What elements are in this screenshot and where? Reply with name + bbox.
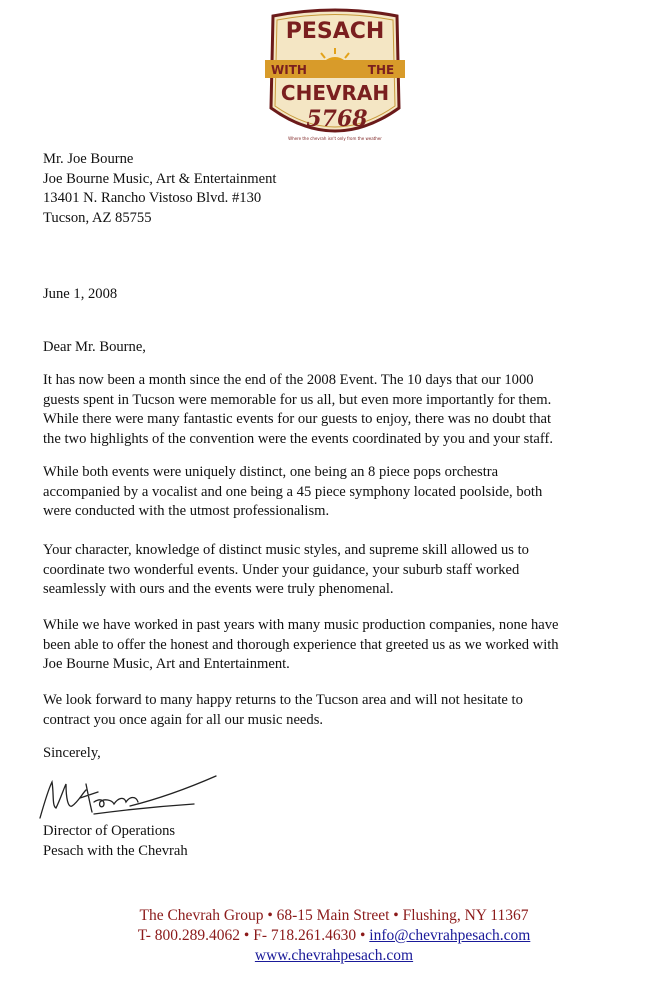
logo-ribbon: Where the chevrah isn't only from the weather [288,136,382,141]
pesach-with-the-chevrah-logo [265,4,405,150]
paragraph [43,541,653,600]
paragraph-line: Your character, knowledge of distinct music styles, and supreme skill allowed us to [43,542,529,558]
salutation: Dear Mr. Bourne, [43,339,146,355]
paragraph [43,691,653,730]
handwritten-signature [34,768,224,826]
footer-contact [0,926,668,946]
logo-title-line3: CHEVRAH [280,81,390,105]
recipient-name: Mr. Joe Bourne [43,151,134,167]
paragraph-line: We look forward to many happy returns to the Tucson area and will not hesitate to [43,692,523,708]
signer-title: Director of Operations [43,823,176,839]
footer-email-link[interactable]: info@chevrahpesach.com [369,927,531,944]
paragraph-line: guests spent in Tucson were memorable for us all, but even more importantly for them. [43,391,552,408]
paragraph-line: While there were many fantastic events for our guests to enjoy, there was no doubt that [43,411,552,428]
closing: Sincerely, [43,745,101,761]
paragraph-line: been able to offer the honest and thorough experience that greeted us as we worked with [43,636,559,653]
paragraph-line: accompanied by a vocalist and one being a 45 piece symphony located poolside, both [43,483,543,500]
logo-year: 5768 [306,106,368,132]
letter-date: June 1, 2008 [43,286,118,302]
paragraph-line: While we have worked in past years with many music production companies, none have [43,617,559,633]
paragraph-line: contract you once again for all our music needs. [43,711,324,728]
paragraph [43,616,653,675]
footer-website-link[interactable]: www.chevrahpesach.com [254,947,414,964]
logo-right-word: THE [367,63,395,77]
recipient-street: 13401 N. Rancho Vistoso Blvd. #130 [43,190,262,207]
paragraph-line: were conducted with the utmost professionalism. [43,503,330,520]
footer-address: The Chevrah Group • 68-15 Main Street • Flushing, NY 11367 [139,907,529,924]
footer-phone-fax: T- 800.289.4062 • F- 718.261.4630 • [137,927,366,944]
signer-organization: Pesach with the Chevrah [43,842,188,859]
logo-title-line1: PESACH [285,19,385,44]
recipient-city: Tucson, AZ 85755 [43,209,152,226]
logo-left-word: WITH [271,63,307,77]
recipient-address [43,150,276,228]
paragraph [43,371,653,449]
footer-website [0,946,668,966]
paragraph-line: Joe Bourne Music, Art and Entertainment. [43,656,290,673]
paragraph-line: It has now been a month since the end of the 2008 Event. The 10 days that our 1000 [43,372,534,388]
paragraph-line: the two highlights of the convention were the events coordinated by you and your staff. [43,430,553,447]
paragraph-line: seamlessly with ours and the events were truly phenomenal. [43,581,394,598]
paragraph-line: coordinate two wonderful events. Under your guidance, your suburb staff worked [43,561,520,578]
paragraph [43,463,653,522]
signature-block [43,822,188,861]
paragraph-line: While both events were uniquely distinct, one being an 8 piece pops orchestra [43,464,499,480]
recipient-company: Joe Bourne Music, Art & Entertainment [43,170,277,187]
